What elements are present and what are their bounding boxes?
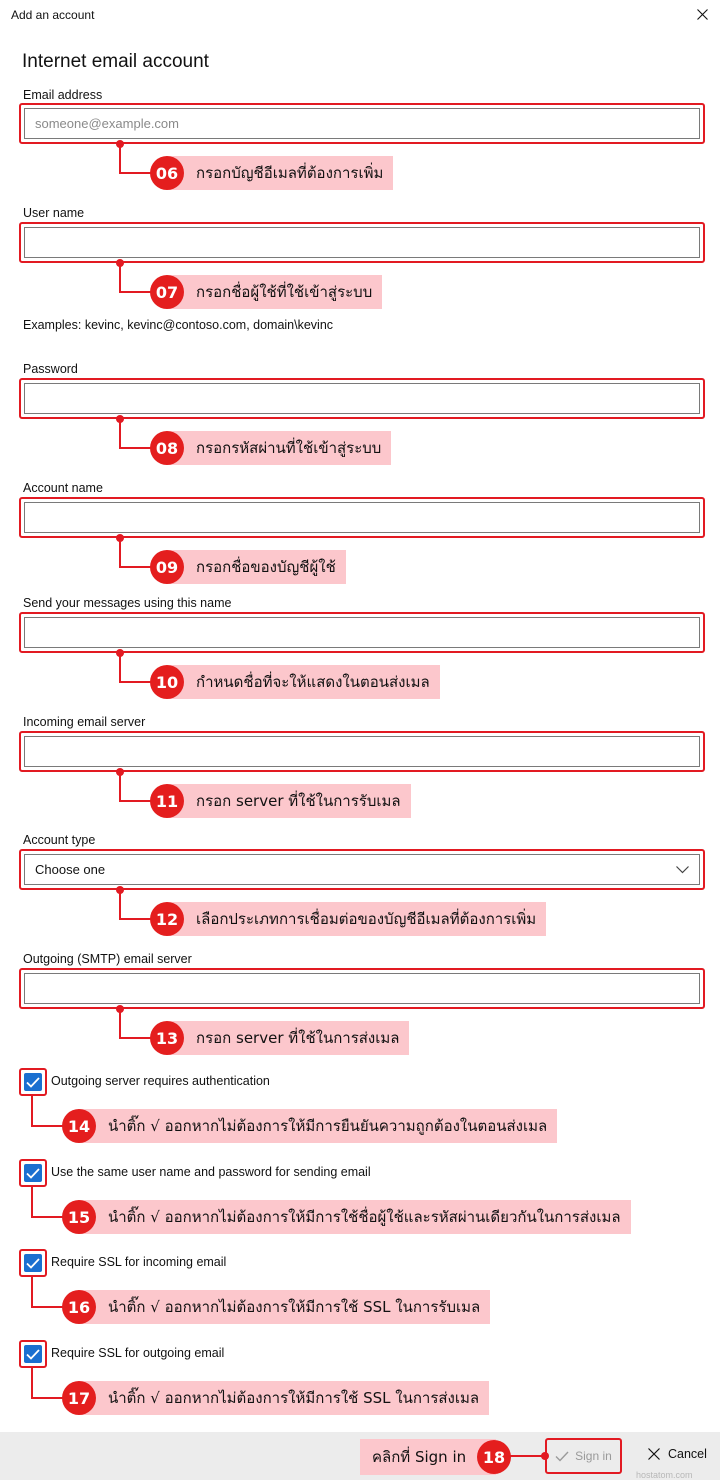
- sign-in-button[interactable]: [545, 1438, 622, 1474]
- annotation-badge-14: 14: [62, 1109, 96, 1143]
- annotation-note-14: นำติ๊ก √ ออกหากไม่ต้องการให้มีการยืนยันความถูกต้องในตอนส่งเมล: [78, 1109, 557, 1143]
- outgoing-auth-label[interactable]: Outgoing server requires authentication: [51, 1074, 270, 1088]
- annotation-badge-09: 09: [150, 550, 184, 584]
- cancel-label: Cancel: [668, 1447, 707, 1461]
- username-field-highlight: [19, 222, 705, 263]
- annotation-note-07: กรอกชื่อผู้ใช้ที่ใช้เข้าสู่ระบบ: [166, 275, 382, 309]
- annotation-dot: [116, 649, 124, 657]
- account-type-value: Choose one: [35, 862, 106, 877]
- checkbox-highlight: [19, 1249, 47, 1277]
- annotation-connector: [119, 537, 153, 568]
- account-name-field-highlight: [19, 497, 705, 538]
- password-field-highlight: [19, 378, 705, 419]
- incoming-server-field-highlight: [19, 731, 705, 772]
- send-name-field[interactable]: [24, 617, 700, 648]
- annotation-note-10: กำหนดชื่อที่จะให้แสดงในตอนส่งเมล: [166, 665, 440, 699]
- username-hint: Examples: kevinc, kevinc@contoso.com, domain\kevinc: [23, 318, 334, 332]
- annotation-connector: [119, 418, 153, 449]
- annotation-dot: [116, 768, 124, 776]
- annotation-connector: [31, 1186, 65, 1218]
- checkmark-icon: [555, 1451, 569, 1462]
- annotation-connector: [119, 143, 153, 174]
- annotation-dot: [116, 534, 124, 542]
- ssl-outgoing-label[interactable]: Require SSL for outgoing email: [51, 1346, 225, 1360]
- checkmark-icon: [26, 1168, 40, 1179]
- annotation-badge-11: 11: [150, 784, 184, 818]
- annotation-note-18: คลิกที่ Sign in: [360, 1439, 496, 1475]
- annotation-connector: [31, 1367, 65, 1399]
- outgoing-server-field[interactable]: [24, 973, 700, 1004]
- annotation-badge-13: 13: [150, 1021, 184, 1055]
- email-field-highlight: [19, 103, 705, 144]
- username-label: User name: [23, 206, 85, 220]
- annotation-badge-06: 06: [150, 156, 184, 190]
- annotation-badge-16: 16: [62, 1290, 96, 1324]
- checkbox-highlight: [19, 1340, 47, 1368]
- outgoing-auth-checkbox[interactable]: [24, 1073, 42, 1091]
- cancel-button[interactable]: [648, 1447, 707, 1461]
- same-credentials-checkbox[interactable]: [24, 1164, 42, 1182]
- page-title: Internet email account: [22, 51, 209, 72]
- annotation-connector: [31, 1276, 65, 1308]
- password-field[interactable]: [24, 383, 700, 414]
- incoming-server-label: Incoming email server: [23, 715, 146, 729]
- annotation-badge-12: 12: [150, 902, 184, 936]
- account-name-field[interactable]: [24, 502, 700, 533]
- annotation-badge-10: 10: [150, 665, 184, 699]
- outgoing-server-label: Outgoing (SMTP) email server: [23, 952, 192, 966]
- annotation-note-13: กรอก server ที่ใช้ในการส่งเมล: [166, 1021, 409, 1055]
- email-field[interactable]: someone@example.com: [24, 108, 700, 139]
- annotation-badge-17: 17: [62, 1381, 96, 1415]
- outgoing-server-field-highlight: [19, 968, 705, 1009]
- annotation-dot: [116, 259, 124, 267]
- checkmark-icon: [26, 1077, 40, 1088]
- ssl-incoming-checkbox[interactable]: [24, 1254, 42, 1272]
- annotation-dot: [116, 1005, 124, 1013]
- annotation-dot: [116, 140, 124, 148]
- ssl-incoming-label[interactable]: Require SSL for incoming email: [51, 1255, 227, 1269]
- annotation-note-16: นำติ๊ก √ ออกหากไม่ต้องการให้มีการใช้ SSL ในการรับเมล: [78, 1290, 490, 1324]
- account-type-highlight: [19, 849, 705, 890]
- email-label: Email address: [23, 88, 103, 102]
- annotation-note-08: กรอกรหัสผ่านที่ใช้เข้าสู่ระบบ: [166, 431, 391, 465]
- password-label: Password: [23, 362, 78, 376]
- annotation-connector: [119, 1008, 153, 1039]
- annotation-note-15: นำติ๊ก √ ออกหากไม่ต้องการให้มีการใช้ชื่อผู้ใช้และรหัสผ่านเดียวกันในการส่งเมล: [78, 1200, 631, 1234]
- account-type-select[interactable]: [24, 854, 700, 885]
- annotation-connector: [119, 771, 153, 802]
- send-name-label: Send your messages using this name: [23, 596, 232, 610]
- checkbox-highlight: [19, 1068, 47, 1096]
- checkbox-highlight: [19, 1159, 47, 1187]
- same-credentials-label[interactable]: Use the same user name and password for sending email: [51, 1165, 371, 1179]
- annotation-note-11: กรอก server ที่ใช้ในการรับเมล: [166, 784, 411, 818]
- close-icon: [648, 1448, 660, 1460]
- checkmark-icon: [26, 1258, 40, 1269]
- ssl-outgoing-checkbox[interactable]: [24, 1345, 42, 1363]
- annotation-badge-15: 15: [62, 1200, 96, 1234]
- username-field[interactable]: [24, 227, 700, 258]
- chevron-down-icon: [676, 866, 689, 874]
- annotation-connector: [119, 889, 153, 920]
- close-icon: [697, 9, 708, 20]
- annotation-note-09: กรอกชื่อของบัญชีผู้ใช้: [166, 550, 346, 584]
- close-button[interactable]: [690, 2, 714, 26]
- annotation-connector: [31, 1095, 65, 1127]
- annotation-badge-08: 08: [150, 431, 184, 465]
- send-name-field-highlight: [19, 612, 705, 653]
- incoming-server-field[interactable]: [24, 736, 700, 767]
- annotation-badge-18: 18: [477, 1440, 511, 1474]
- watermark: hostatom.com: [636, 1470, 693, 1480]
- checkmark-icon: [26, 1349, 40, 1360]
- sign-in-label: Sign in: [575, 1449, 612, 1463]
- annotation-connector: [119, 262, 153, 293]
- annotation-dot: [116, 415, 124, 423]
- annotation-note-06: กรอกบัญชีอีเมลที่ต้องการเพิ่ม: [166, 156, 393, 190]
- annotation-note-12: เลือกประเภทการเชื่อมต่อของบัญชีอีเมลที่ต้องการเพิ่ม: [166, 902, 546, 936]
- annotation-dot: [116, 886, 124, 894]
- window-title: Add an account: [11, 8, 95, 22]
- annotation-badge-07: 07: [150, 275, 184, 309]
- account-type-label: Account type: [23, 833, 96, 847]
- account-name-label: Account name: [23, 481, 103, 495]
- annotation-connector: [119, 652, 153, 683]
- annotation-note-17: นำติ๊ก √ ออกหากไม่ต้องการให้มีการใช้ SSL ในการส่งเมล: [78, 1381, 489, 1415]
